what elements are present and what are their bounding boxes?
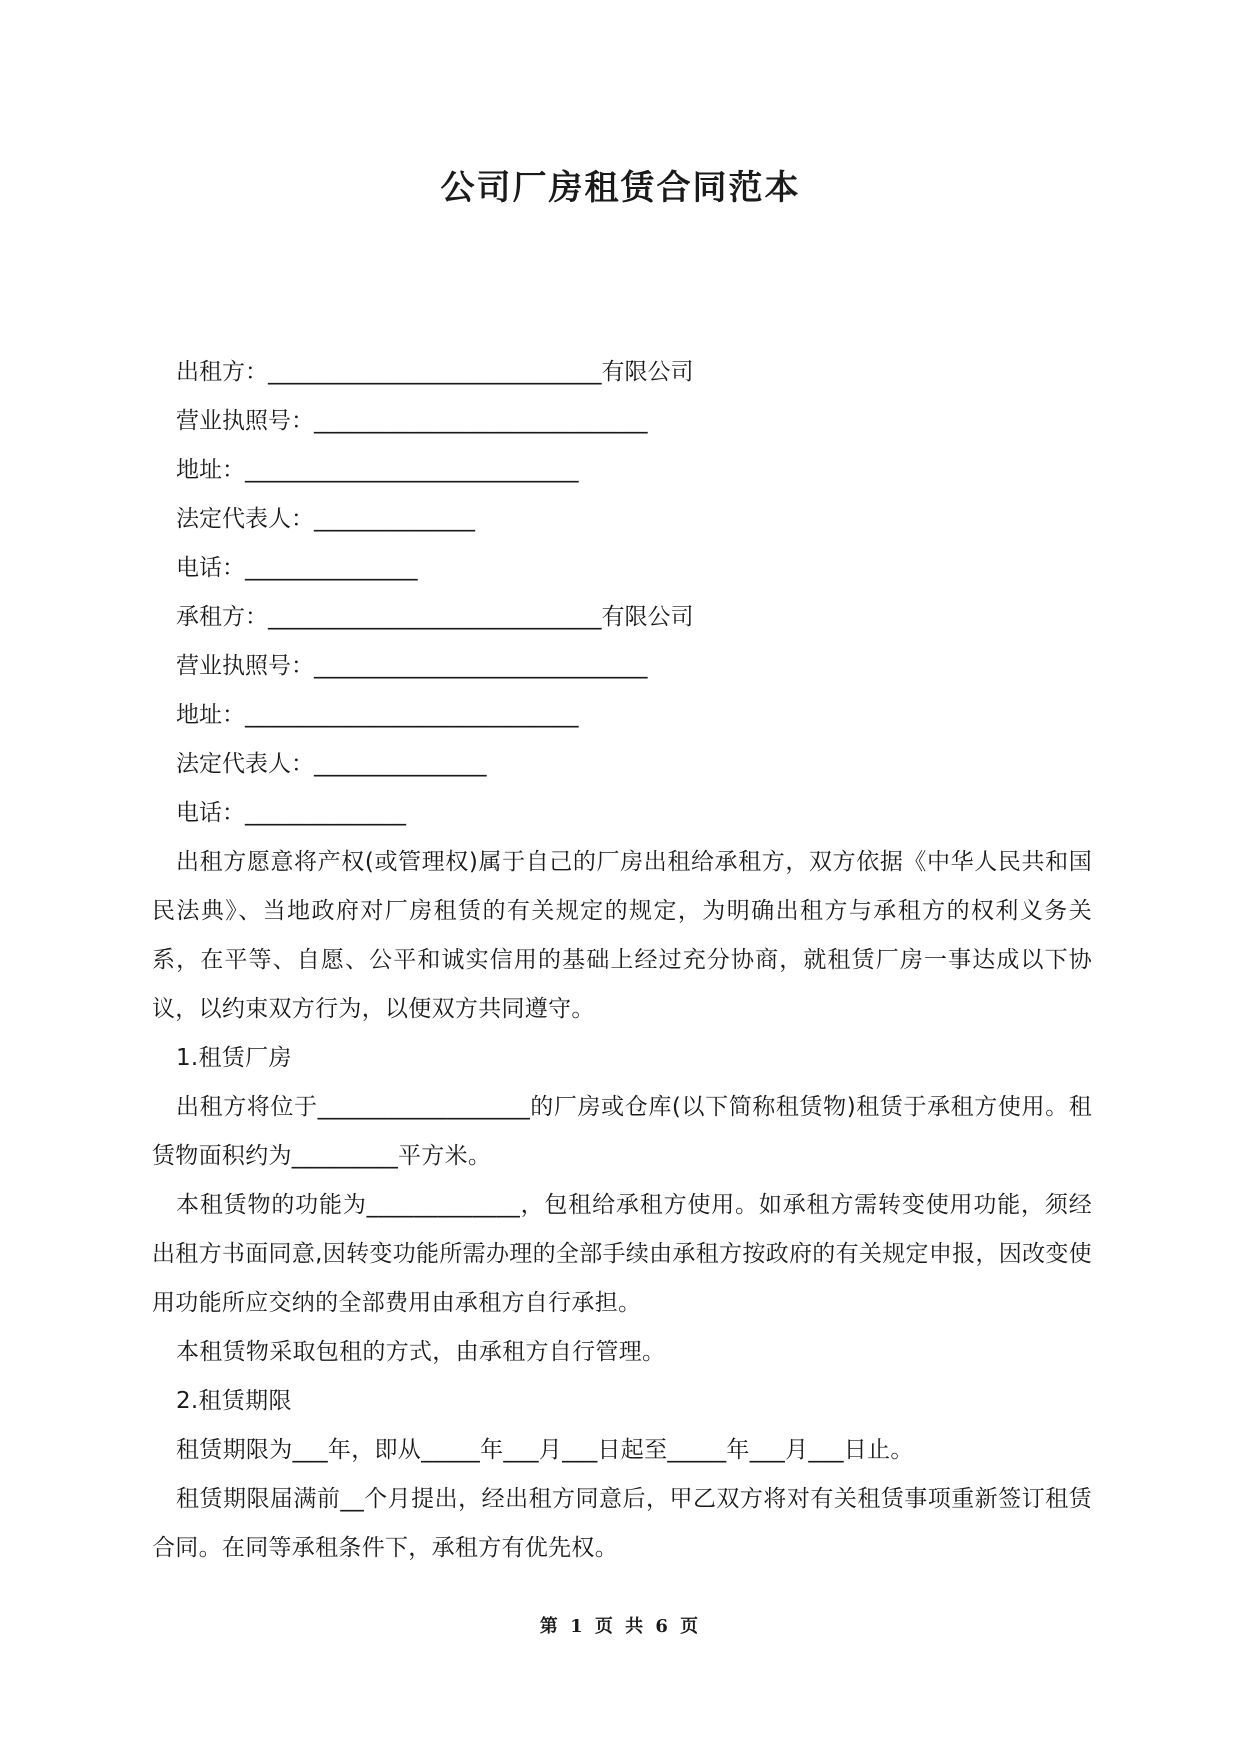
lease-term-paragraph: 租赁期限为___年，即从_____年___月___日起至_____年___月___日止。	[176, 1437, 914, 1463]
lessee-phone-field: 电话：______________	[176, 800, 406, 826]
lessee-license-field: 营业执照号：_____________________________	[176, 653, 648, 679]
lessor-address-field: 地址：_____________________________	[176, 457, 579, 483]
premises-function-paragraph: 本租赁物的功能为_____________，包租给承租方使用。如承租方需转变使用功能，须经出租方书面同意,因转变功能所需办理的全部手续由承租方按政府的有关规定申报，因改变使用功能所应交纳的全部费用由承租方自行承担。	[152, 1192, 1092, 1316]
section-heading-lease-term: 2.租赁期限	[176, 1388, 292, 1414]
management-paragraph: 本租赁物采取包租的方式，由承租方自行管理。	[176, 1339, 666, 1365]
lessee-name-field: 承租方：_____________________________有限公司	[176, 604, 694, 630]
document-body	[152, 348, 1092, 1573]
premises-location-paragraph: 出租方将位于__________________的厂房或仓库(以下简称租赁物)租赁于承租方使用。租赁物面积约为_________平方米。	[152, 1094, 1092, 1169]
document-title: 公司厂房租赁合同范本	[440, 168, 801, 208]
lessor-representative-field: 法定代表人：______________	[176, 506, 475, 532]
page-number: 第 1 页 共 6 页	[539, 1616, 702, 1637]
preamble-paragraph: 出租方愿意将产权(或管理权)属于自己的厂房出租给承租方，双方依据《中华人民共和国民法典》、当地政府对厂房租赁的有关规定的规定，为明确出租方与承租方的权利义务关系，在平等、自愿、公平和诚实信用的基础上经过充分协商，就租赁厂房一事达成以下协议，以约束双方行为，以便双方共同遵守。	[152, 849, 1092, 1022]
lessor-name-field: 出租方：_____________________________有限公司	[176, 359, 694, 385]
lessee-representative-field: 法定代表人：_______________	[176, 751, 487, 777]
lessee-address-field: 地址：_____________________________	[176, 702, 579, 728]
lessor-license-field: 营业执照号：_____________________________	[176, 408, 648, 434]
renewal-paragraph: 租赁期限届满前__个月提出，经出租方同意后，甲乙双方将对有关租赁事项重新签订租赁合同。在同等承租条件下，承租方有优先权。	[152, 1486, 1092, 1561]
section-heading-lease-premises: 1.租赁厂房	[176, 1045, 292, 1071]
lessor-phone-field: 电话：_______________	[176, 555, 418, 581]
